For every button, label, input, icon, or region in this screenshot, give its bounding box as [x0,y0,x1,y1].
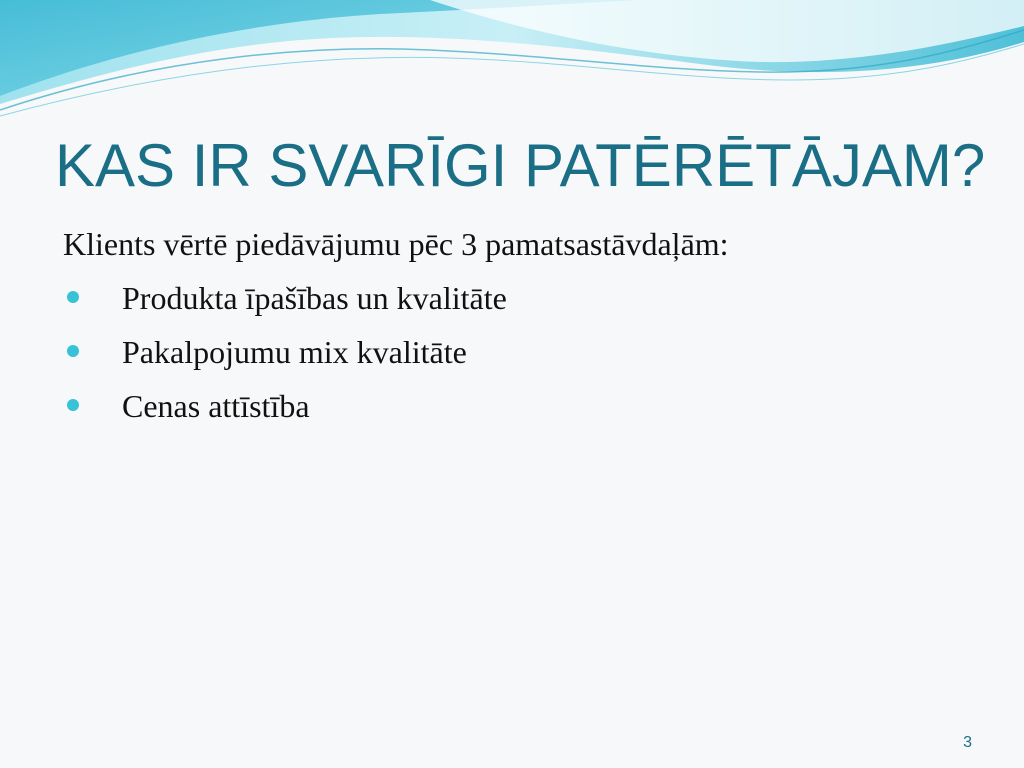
bullet-dot-icon [67,291,79,303]
bullet-text: Pakalpojumu mix kvalitāte [122,334,467,370]
bullet-dot-icon [67,345,79,357]
intro-text: Klients vērtē piedāvājumu pēc 3 pamatsastāvdaļām: [63,226,729,262]
bullet-dot-icon [67,399,79,411]
page-number: 3 [963,734,972,751]
decorative-wave-header [0,0,1024,130]
bullet-text: Produkta īpašības un kvalitāte [122,280,507,316]
bullet-text: Cenas attīstība [122,388,310,424]
slide-title: KAS IR SVARĪGI PATĒRĒTĀJAM? [55,132,986,199]
